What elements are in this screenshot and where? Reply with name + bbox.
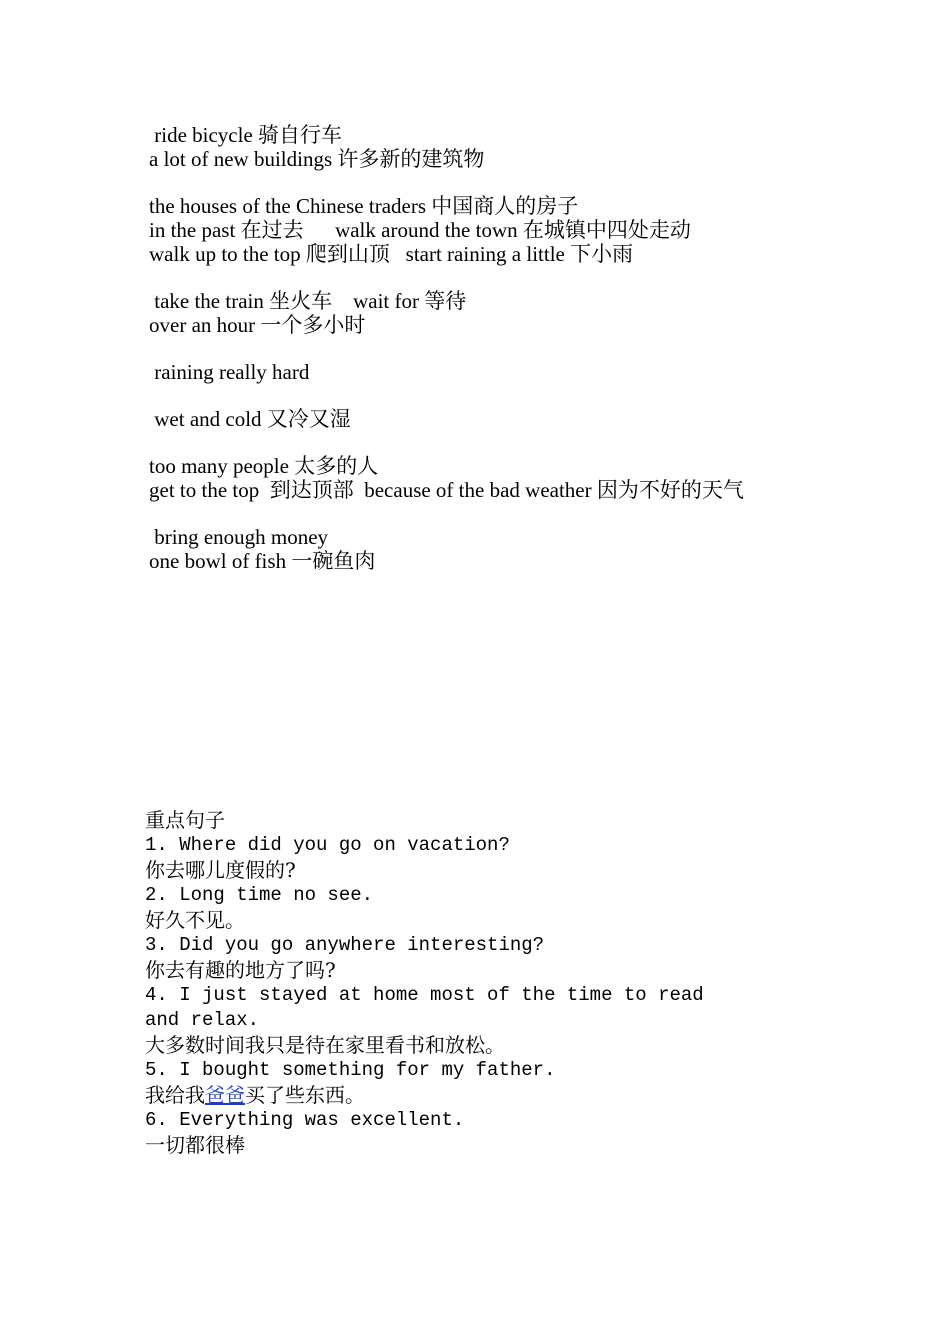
phrase-line: ride bicycle 骑自行车	[149, 123, 343, 147]
phrase-line: in the past 在过去 walk around the town 在城镇中四处走动	[149, 218, 691, 242]
phrase-line: bring enough money	[149, 525, 329, 549]
phrase-line: raining really hard	[149, 360, 310, 384]
phrase-line: one bowl of fish 一碗鱼肉	[149, 549, 376, 573]
phrase-line: a lot of new buildings 许多新的建筑物	[149, 147, 485, 171]
sentence-english: 3. Did you go anywhere interesting?	[145, 934, 545, 956]
blank-line	[149, 384, 909, 407]
sentence-chinese: 大多数时间我只是待在家里看书和放松。	[145, 1033, 505, 1057]
sentence-chinese: 你去哪儿度假的?	[145, 858, 296, 882]
sentence-chinese-part: 买了些东西。	[245, 1083, 365, 1107]
phrase-line: too many people 太多的人	[149, 454, 379, 478]
blank-line	[149, 266, 909, 289]
phrase-line: the houses of the Chinese traders 中国商人的房子	[149, 194, 579, 218]
phrase-line: walk up to the top 爬到山顶 start raining a little 下小雨	[149, 242, 634, 266]
phrase-line: get to the top 到达顶部 because of the bad weather 因为不好的天气	[149, 478, 744, 502]
sentence-chinese: 好久不见。	[145, 908, 245, 932]
blank-line	[149, 337, 909, 360]
sentence-english: 2. Long time no see.	[145, 884, 374, 906]
phrase-line: wet and cold 又冷又湿	[149, 407, 351, 431]
phrase-line: take the train 坐火车 wait for 等待	[149, 289, 467, 313]
sentence-chinese: 你去有趣的地方了吗?	[145, 958, 336, 982]
blank-line	[149, 502, 909, 525]
sentence-english: 1. Where did you go on vacation?	[145, 834, 510, 856]
phrase-line: over an hour 一个多小时	[149, 313, 366, 337]
sentence-chinese: 一切都很棒	[145, 1133, 245, 1157]
phrase-list	[149, 123, 909, 573]
sentence-english: 6. Everything was excellent.	[145, 1109, 465, 1131]
sentence-english: 5. I bought something for my father.	[145, 1059, 556, 1081]
blank-line	[149, 431, 909, 454]
sentence-english: 4. I just stayed at home most of the time to read and relax.	[145, 984, 716, 1031]
father-link[interactable]: 爸爸	[205, 1083, 245, 1107]
section-heading: 重点句子	[145, 808, 225, 832]
sentence-chinese	[145, 1083, 905, 1108]
key-sentences-section	[145, 808, 905, 1158]
blank-line	[149, 171, 909, 194]
sentence-chinese-part: 我给我	[145, 1083, 205, 1107]
